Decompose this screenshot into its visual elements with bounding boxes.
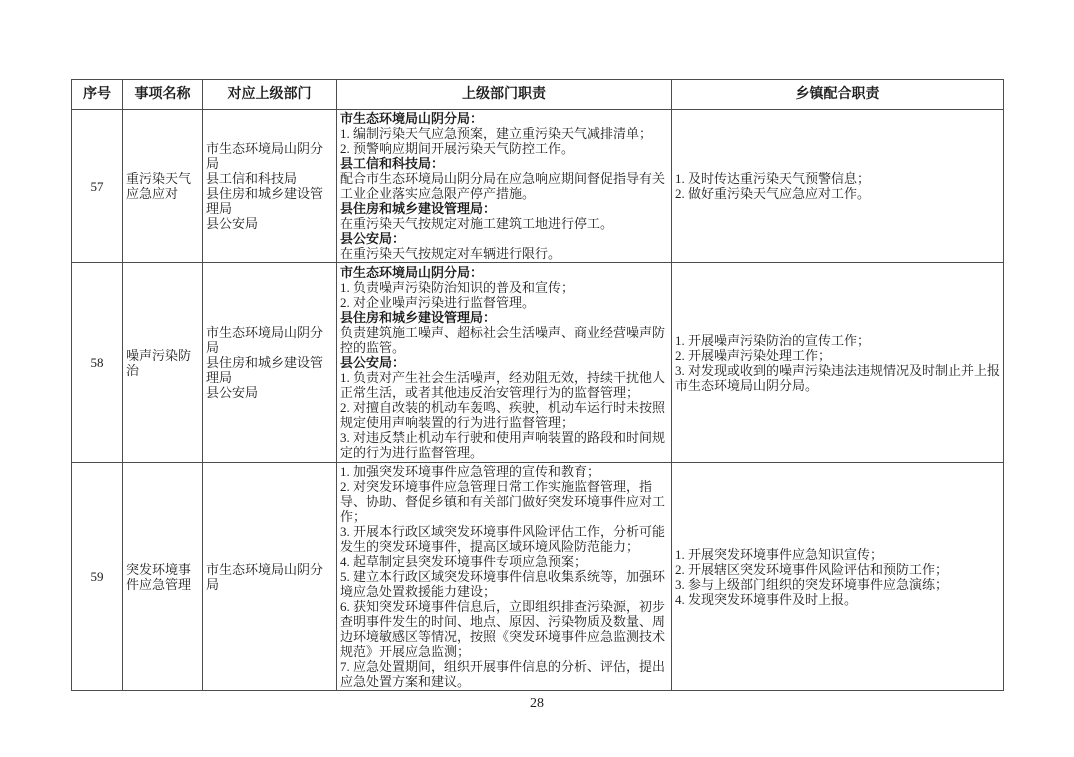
- duty-item: 5. 建立本行政区域突发环境事件信息收集系统等，加强环境应急处置救援能力建设；: [340, 569, 666, 599]
- duty-item: 3. 对违反禁止机动车行驶和使用声响装置的路段和时间规定的行为进行监督管理。: [340, 430, 666, 460]
- township-duty-line: 2. 开展噪声污染处理工作；: [675, 347, 832, 363]
- duty-item: 2. 预警响应期间开展污染天气防控工作。: [340, 141, 575, 156]
- table-row: [72, 263, 1004, 463]
- duty-item: 1. 加强突发环境事件应急管理的宣传和教育；: [340, 464, 601, 479]
- duty-item: 3. 开展本行政区域突发环境事件风险评估工作，分析可能发生的突发环境事件，提高区域环境风险防范能力；: [340, 524, 666, 554]
- duty-item: 1. 编制污染天气应急预案，建立重污染天气减排清单；: [340, 126, 653, 141]
- table-header-row: [72, 80, 1004, 110]
- department-line: 市生态环境局山阴分局: [206, 561, 324, 592]
- township-duty-line: 3. 参与上级部门组织的突发环境事件应急演练；: [675, 576, 949, 592]
- cell-superior-duties: [337, 110, 672, 263]
- duty-item: 4. 起草制定县突发环境事件专项应急预案；: [340, 554, 588, 569]
- cell-seq: 57: [72, 110, 123, 263]
- column-header-1: 事项名称: [123, 80, 203, 110]
- cell-departments: [203, 110, 337, 263]
- township-duty-line: 2. 做好重污染天气应急应对工作。: [675, 186, 871, 201]
- table-row: [72, 110, 1004, 263]
- duty-department-head: 市生态环境局山阴分局：: [340, 265, 484, 280]
- duty-item: 在重污染天气按规定对车辆进行限行。: [340, 246, 562, 261]
- department-line: 县公安局: [206, 216, 259, 231]
- column-header-2: 对应上级部门: [203, 80, 337, 110]
- department-line: 市生态环境局山阴分局: [206, 141, 324, 171]
- department-line: 县公安局: [206, 385, 259, 400]
- duty-item: 负责建筑施工噪声、超标社会生活噪声、商业经营噪声防控的监管。: [340, 325, 666, 355]
- duty-department-head: 县公安局：: [340, 231, 406, 246]
- duty-item: 2. 对企业噪声污染进行监督管理。: [340, 295, 536, 310]
- department-line: 县住房和城乡建设管理局: [206, 186, 324, 216]
- cell-item-name: 噪声污染防治: [123, 263, 203, 463]
- duty-item: 2. 对擅自改装的机动车轰鸣、疾驶，机动车运行时未按照规定使用声响装置的行为进行监督管理；: [340, 400, 666, 430]
- duty-department-head: 县住房和城乡建设管理局：: [340, 201, 497, 216]
- duty-department-head: 市生态环境局山阴分局：: [340, 111, 484, 126]
- duty-item: 7. 应急处置期间，组织开展事件信息的分析、评估，提出应急处置方案和建议。: [340, 659, 666, 689]
- duty-item: 配合市生态环境局山阴分局在应急响应期间督促指导有关工业企业落实应急限产停产措施。: [340, 171, 666, 201]
- duty-department-head: 县住房和城乡建设管理局：: [340, 310, 497, 325]
- column-header-3: 上级部门职责: [337, 80, 672, 110]
- column-header-0: 序号: [72, 80, 123, 110]
- duty-item: 在重污染天气按规定对施工建筑工地进行停工。: [340, 216, 614, 231]
- cell-township-duties: [672, 110, 1004, 263]
- township-duty-line: 2. 开展辖区突发环境事件风险评估和预防工作；: [675, 561, 949, 577]
- duty-department-head: 县公安局：: [340, 355, 406, 370]
- duty-department-head: 县工信和科技局：: [340, 156, 445, 171]
- township-duty-line: 1. 及时传达重污染天气预警信息；: [675, 171, 871, 186]
- cell-seq: 58: [72, 263, 123, 463]
- duty-item: 1. 负责对产生社会生活噪声，经劝阻无效，持续干扰他人正常生活，或者其他违反治安管理行为的监督管理；: [340, 370, 666, 400]
- cell-superior-duties: [337, 463, 672, 691]
- cell-departments: [203, 263, 337, 463]
- column-header-4: 乡镇配合职责: [672, 80, 1004, 110]
- township-duty-line: 4. 发现突发环境事件及时上报。: [675, 591, 858, 607]
- cell-township-duties: [672, 263, 1004, 463]
- cell-superior-duties: [337, 263, 672, 463]
- duty-item: 1. 负责噪声污染防治知识的普及和宣传；: [340, 280, 575, 295]
- township-duty-line: 1. 开展噪声污染防治的宣传工作；: [675, 332, 871, 348]
- township-duty-line: 1. 开展突发环境事件应急知识宣传；: [675, 546, 884, 562]
- cell-seq: 59: [72, 463, 123, 691]
- cell-item-name: 重污染天气应急应对: [123, 110, 203, 263]
- duty-item: 2. 对突发环境事件应急管理日常工作实施监督管理，指导、协助、督促乡镇和有关部门做好突发环境事件应对工作；: [340, 479, 666, 524]
- cell-item-name: 突发环境事件应急管理: [123, 463, 203, 691]
- cell-township-duties: [672, 463, 1004, 691]
- township-duty-line: 3. 对发现或收到的噪声污染违法违规情况及时制止并上报市生态环境局山阴分局。: [675, 362, 1001, 393]
- duties-table: [71, 79, 1004, 691]
- department-line: 市生态环境局山阴分局: [206, 325, 324, 355]
- cell-departments: [203, 463, 337, 691]
- department-line: 县工信和科技局: [206, 171, 298, 186]
- page-number: 28: [530, 696, 544, 711]
- department-line: 县住房和城乡建设管理局: [206, 355, 324, 385]
- table-row: [72, 463, 1004, 691]
- duty-item: 6. 获知突发环境事件信息后，立即组织排查污染源，初步查明事件发生的时间、地点、原因、污染物质及数量、周边环境敏感区等情况，按照《突发环境事件应急监测技术规范》开展应急监测；: [340, 599, 666, 659]
- table-body: [72, 110, 1004, 691]
